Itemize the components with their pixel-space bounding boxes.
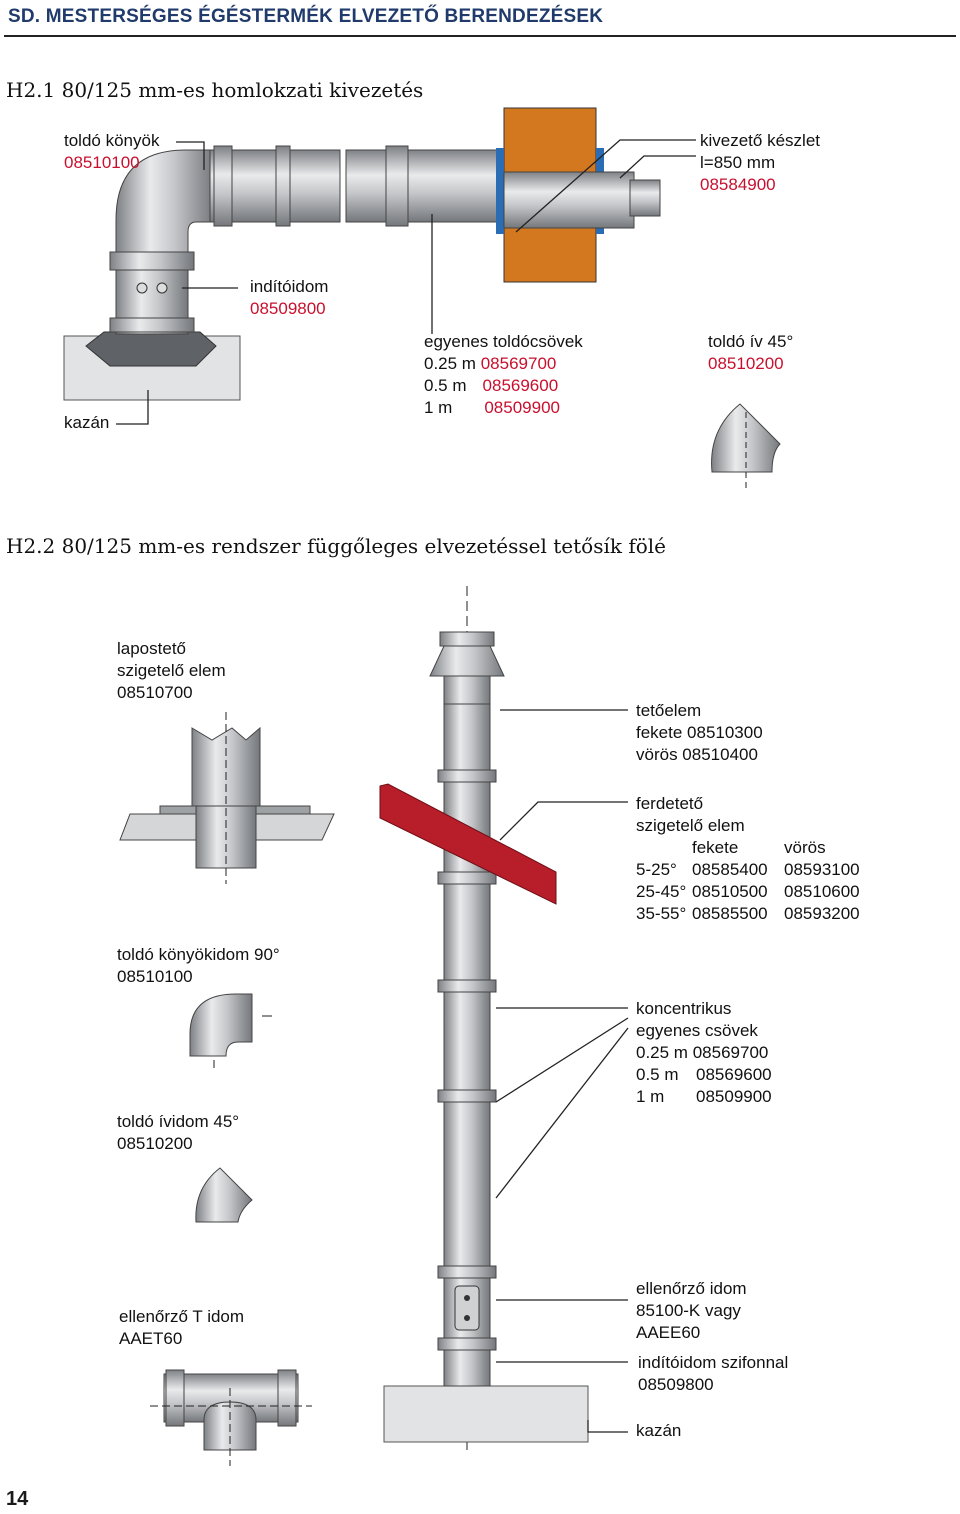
pitched-table-row: 35-55° 08585500 08593200 <box>636 904 860 923</box>
leader-lines <box>496 710 628 1432</box>
label-elbow-90: toldó könyökidom 90° 08510100 <box>117 945 280 986</box>
facade-wall <box>504 108 596 174</box>
boiler-block <box>384 1386 588 1442</box>
label-arc-name: toldó ív 45° <box>708 332 794 351</box>
section-title-h2-1: H2.1 80/125 mm-es homlokzati kivezetés <box>6 78 424 102</box>
page-number: 14 <box>6 1488 29 1510</box>
horizontal-flue-diagram <box>64 108 780 488</box>
label-elbow-name: toldó könyök <box>64 131 160 150</box>
arc-45-sample <box>196 1168 252 1222</box>
horizontal-pipe <box>346 150 506 222</box>
label-roof-element: tetőelem fekete 08510300 vörös 08510400 <box>636 701 763 764</box>
label-kit-name: kivezető készlet <box>700 131 820 150</box>
label-tee: ellenőrző T idom AAET60 <box>119 1307 245 1348</box>
boiler-collar <box>86 332 216 366</box>
inspection-hole <box>137 283 147 293</box>
inspection-hole <box>157 283 167 293</box>
label-straight-name: egyenes toldócsövek <box>424 332 583 351</box>
label-starter-name: indítóidom <box>250 277 329 296</box>
terminal-pipe <box>504 172 634 228</box>
label-arc-45-v: toldó ívidom 45° 08510200 <box>117 1112 240 1153</box>
concentric-row: 0.5 m 08569600 <box>636 1065 772 1084</box>
label-arc-code: 08510200 <box>708 354 784 373</box>
label-arc-45 <box>708 331 793 375</box>
label-check-piece: ellenőrző idom 85100-K vagy AAEE60 <box>636 1279 747 1342</box>
label-outlet-kit <box>700 130 820 196</box>
label-pitched-roof: ferdetető szigetelő elem fekete vörös 5-25° 08585400 08593100 25-45° 08510500 08510600 35-55° 08585500 08593200 <box>636 794 860 923</box>
concentric-row: 0.25 m 08569700 <box>636 1043 769 1062</box>
label-flat-roof: lapostető szigetelő elem 08510700 <box>117 639 226 702</box>
label-kit-length: l=850 mm <box>700 153 776 172</box>
elbow-90-sample <box>190 994 252 1056</box>
facade-wall <box>504 226 596 282</box>
roof-terminal-cap <box>430 646 504 676</box>
label-starter <box>250 276 328 320</box>
label-boiler-2: kazán <box>636 1421 682 1440</box>
straight-row: 1 m 08509900 <box>424 398 560 417</box>
label-boiler-1: kazán <box>64 413 110 432</box>
label-straight-pipes <box>424 331 583 419</box>
header-rule <box>4 35 956 37</box>
terminal-inner-pipe <box>630 180 660 216</box>
concentric-row: 1 m 08509900 <box>636 1087 772 1106</box>
label-elbow <box>64 130 159 174</box>
label-elbow-code: 08510100 <box>64 153 140 172</box>
straight-row: 0.5 m 08569600 <box>424 376 559 395</box>
pitched-table-row: 25-45° 08510500 08510600 <box>636 882 860 901</box>
inspection-window <box>455 1286 479 1330</box>
vertical-pipe <box>444 700 490 1386</box>
section-title-h2-2: H2.2 80/125 mm-es rendszer függőleges elvezetéssel tetősík fölé <box>6 534 667 558</box>
label-starter-siphon: indítóidom szifonnal 08509800 <box>638 1353 789 1394</box>
page-header: SD. MESTERSÉGES ÉGÉSTERMÉK ELVEZETŐ BERENDEZÉSEK <box>8 6 604 27</box>
straight-row: 0.25 m 08569700 <box>424 354 557 373</box>
label-starter-code: 08509800 <box>250 299 326 318</box>
label-concentric-pipes: koncentrikus egyenes csövek 0.25 m 08569700 0.5 m 08569600 1 m 08509900 <box>636 999 772 1106</box>
pitched-table-row: 5-25° 08585400 08593100 <box>636 860 860 879</box>
label-kit-code: 08584900 <box>700 175 776 194</box>
pitched-table-header: fekete vörös <box>692 838 826 857</box>
